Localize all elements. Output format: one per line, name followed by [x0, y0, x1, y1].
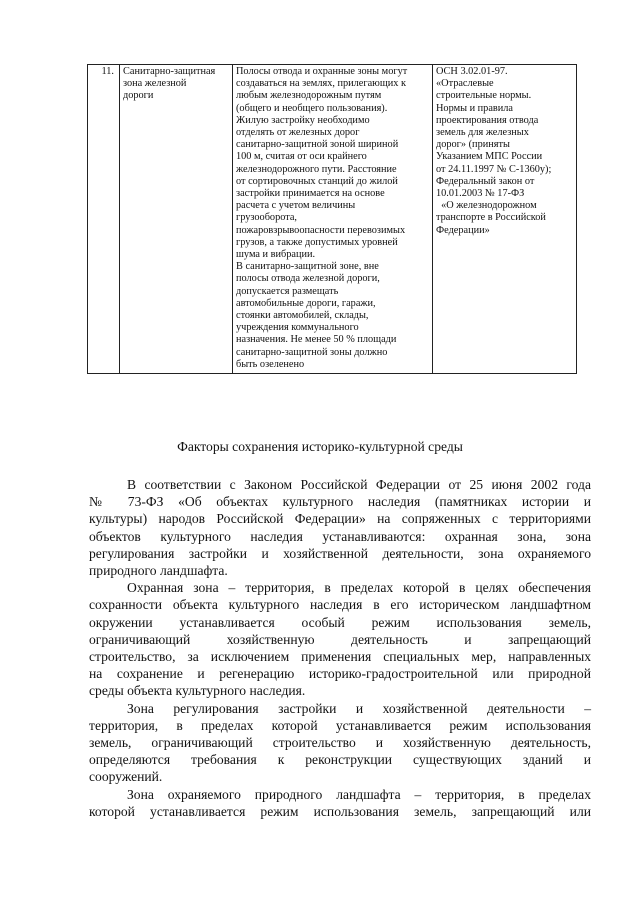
text-line: В соответствии с Законом Российской Федерации от 25 июня 2002 года [127, 477, 591, 492]
description-cell [233, 65, 433, 374]
body-text [89, 476, 591, 820]
section-heading: Факторы сохранения историко-культурной среды [177, 439, 463, 454]
reference-line: «Отраслевые [436, 78, 494, 90]
description-line: грузов, а также допустимых уровней [236, 236, 398, 248]
description-line: допускается размещать [236, 285, 339, 297]
reference-line: Федеральный закон от [436, 175, 535, 187]
text-line: земель, ограничивающий строительство и хозяйственную деятельность, [89, 735, 591, 751]
reference-line: строительные нормы. [436, 90, 532, 102]
text-line: которой устанавливается режим использования земель, запрещающий или [89, 803, 591, 819]
text-line: Зона охраняемого природного ландшафта – территория, в пределах [127, 786, 591, 802]
description-line: грузооборота, [236, 212, 298, 224]
description-line: расчета с учетом величины [236, 200, 356, 212]
text-line: территория, в пределах которой устанавливается режим использования [89, 717, 591, 733]
description-line: пожаровзрывоопасности перевозимых [236, 224, 406, 236]
reference-line: Федерации» [436, 224, 490, 236]
zone-name-line: дороги [123, 90, 154, 102]
reference-line: Указанием МПС России [436, 151, 543, 163]
regulation-table [87, 64, 577, 374]
text-line: определяются требования к реконструкции существующих зданий и [89, 752, 591, 768]
description-line: застройки принимается на основе [236, 188, 385, 200]
description-line: В санитарно-защитной зоне, вне [236, 261, 379, 273]
reference-line: дорог» (приняты [436, 139, 510, 151]
description-text [236, 66, 429, 371]
reference-line: от 24.11.1997 № С-1360у); [436, 163, 552, 175]
text-line: объектов культурного наследия устанавливаются: охранная зона, зона [89, 528, 591, 544]
paragraph-legal-basis [89, 476, 591, 579]
row-number-cell [88, 65, 120, 374]
description-line: быть озеленено [236, 358, 305, 370]
zone-name-line: зона железной [123, 78, 187, 90]
text-line: строительство, за исключением применения специальных мер, направленных [89, 649, 591, 665]
text-line: Зона регулирования застройки и хозяйственной деятельности – [127, 700, 591, 716]
text-line: сохранности объекта культурного наследия в его историческом ландшафтном [89, 597, 591, 613]
description-line: 100 м, считая от оси крайнего [236, 151, 367, 163]
description-line: создаваться на землях, прилегающих к [236, 78, 407, 90]
reference-line: проектирования отвода [436, 114, 539, 126]
reference-line: земель для железных [436, 127, 529, 139]
description-line: железнодорожного пути. Расстояние [236, 163, 397, 175]
description-line: от сортировочных станций до жилой [236, 175, 398, 187]
reference-line: транспорте в Российской [436, 212, 546, 224]
description-line: любым железнодорожным путям [236, 90, 382, 102]
text-line: среды объекта культурного наследия. [89, 683, 306, 699]
zone-name-cell [120, 65, 233, 374]
reference-line: Нормы и правила [436, 102, 513, 114]
paragraph-regulation-zone [89, 700, 591, 786]
description-line: (общего и необщего пользования). [236, 102, 388, 114]
reference-line: ОСН 3.02.01-97. [436, 66, 508, 77]
description-line: шума и вибрации. [236, 249, 316, 261]
table-row [88, 65, 577, 374]
paragraph-protection-zone [89, 579, 591, 699]
description-line: отделять от железных дорог [236, 127, 360, 139]
text-line: природного ландшафта. [89, 563, 228, 579]
text-line: № 73-ФЗ «Об объектах культурного наследия (памятниках истории и [89, 494, 591, 510]
description-line: полосы отвода железной дороги, [236, 273, 380, 285]
zone-name-line: Санитарно-защитная [123, 66, 216, 77]
text-line: культуры) народов Российской Федерации» на сопряженных с территориями [89, 511, 591, 527]
reference-text [436, 66, 573, 237]
description-line: Жилую застройку необходимо [236, 114, 370, 126]
description-line: учреждения коммунального [236, 322, 359, 334]
description-line: назначения. Не менее 50 % площади [236, 334, 397, 346]
description-line: санитарно-защитной зоны должно [236, 346, 388, 358]
text-line: регулирования застройки и хозяйственной деятельности, зона охраняемого [89, 545, 591, 561]
description-line: стоянки автомобилей, склады, [236, 310, 369, 322]
reference-line: 10.01.2003 № 17-ФЗ [436, 188, 525, 200]
reference-cell [433, 65, 577, 374]
zone-name [123, 66, 229, 103]
row-number: 11. [101, 66, 114, 77]
text-line: на сохранение и регенерацию историко-градостроительной или природной [89, 666, 591, 682]
text-line: сооружений. [89, 769, 163, 785]
reference-line: «О железнодорожном [436, 200, 537, 212]
paragraph-landscape-zone [89, 786, 591, 820]
text-line: Охранная зона – территория, в пределах которой в целях обеспечения [127, 580, 591, 596]
text-line: окружении устанавливается особый режим использования земель, [89, 614, 591, 630]
description-line: санитарно-защитной зоной шириной [236, 139, 399, 151]
text-line: ограничивающий хозяйственную деятельность и запрещающий [89, 631, 591, 647]
description-line: автомобильные дороги, гаражи, [236, 297, 376, 309]
description-line: Полосы отвода и охранные зоны могут [236, 66, 408, 77]
